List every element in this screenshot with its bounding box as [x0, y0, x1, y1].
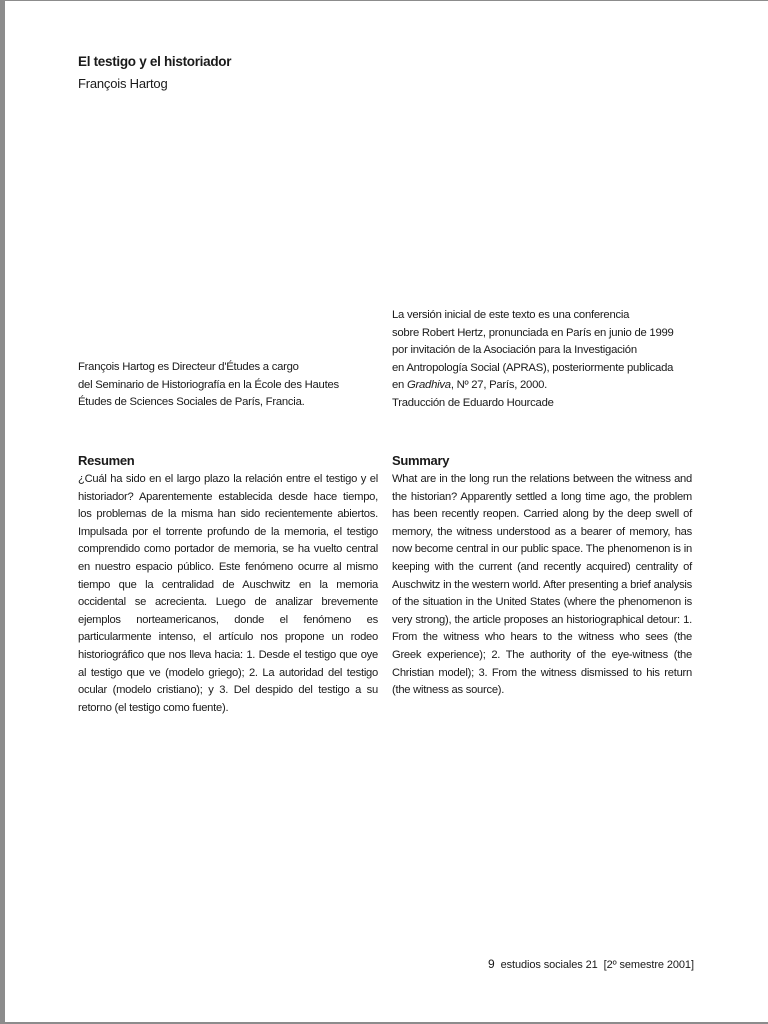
- page-number: 9: [488, 957, 495, 971]
- version-note-line: La versión inicial de este texto es una conferencia: [392, 309, 630, 321]
- article-title: El testigo y el historiador: [78, 54, 232, 69]
- journal-name-gradhiva: Gradhiva: [406, 379, 451, 391]
- affiliation-line: François Hartog es Directeur d'Études a cargo: [78, 361, 299, 373]
- affiliation-line: Études de Sciences Sociales de París, Francia.: [78, 396, 305, 408]
- resumen-heading: Resumen: [78, 453, 135, 468]
- journal-issue: [2º semestre 2001]: [603, 959, 694, 971]
- author-affiliation: [78, 359, 339, 412]
- journal-name: estudios sociales 21: [500, 959, 598, 971]
- version-note: [392, 307, 674, 412]
- version-note-line: en Antropología Social (APRAS), posteriormente publicada: [392, 361, 674, 374]
- version-note-line: [392, 377, 674, 395]
- summary-heading: Summary: [392, 453, 450, 468]
- article-author: François Hartog: [78, 76, 168, 91]
- version-note-line: sobre Robert Hertz, pronunciada en París en junio de 1999: [392, 326, 674, 339]
- version-note-prefix: en: [392, 379, 407, 391]
- resumen-text: ¿Cuál ha sido en el largo plazo la relación entre el testigo y el historiador? Aparentemente establecida desde hace tiempo, los problemas de la misma han sido recientemente abiertos. Impulsada por el torrente profundo de la memoria, el testigo comprendido como portador de memoria, se ha vuelto central en nuestro espacio público. Este fenómeno ocurre al mismo tiempo que la centralidad de Auschwitz en la memoria occidental se acrecienta. Luego de analizar brevemente ejemplos norteamericanos, donde el fenómeno es particularmente intenso, el artículo nos propone un rodeo historiográfico que nos lleva hacia: 1. Desde el testigo que oye al testigo que ve (modelo griego); 2. La autoridad del testigo ocular (modelo cristiano); y 3. Del despido del testigo a su retorno (el testigo como fuente).: [78, 473, 378, 714]
- version-note-line: por invitación de la Asociación para la Investigación: [392, 344, 637, 356]
- page-footer: [488, 957, 694, 971]
- version-note-suffix: , Nº 27, París, 2000.: [450, 379, 548, 391]
- affiliation-line: del Seminario de Historiografía en la École des Hautes: [78, 378, 339, 391]
- summary-text: What are in the long run the relations between the witness and the historian? Apparently settled a long time ago, the problem has been recently reopen. Carried along by the deep swell of memory, the witness understood as a bearer of memory, has now become central in our public space. The phenomenon is in keeping with the current (and recently acquired) centrality of Auschwitz in the western world. After presenting a brief analysis of the situation in the United States (where the phenomenon is very strong), the article proposes an historiographical detour: 1. From the witness who hears to the witness who sees (the Greek experience); 2. The authority of the eye-witness (the Christian model); 3. From the witness dismissed to his return (the witness as source).: [392, 473, 692, 697]
- translator-credit: Traducción de Eduardo Hourcade: [392, 396, 554, 409]
